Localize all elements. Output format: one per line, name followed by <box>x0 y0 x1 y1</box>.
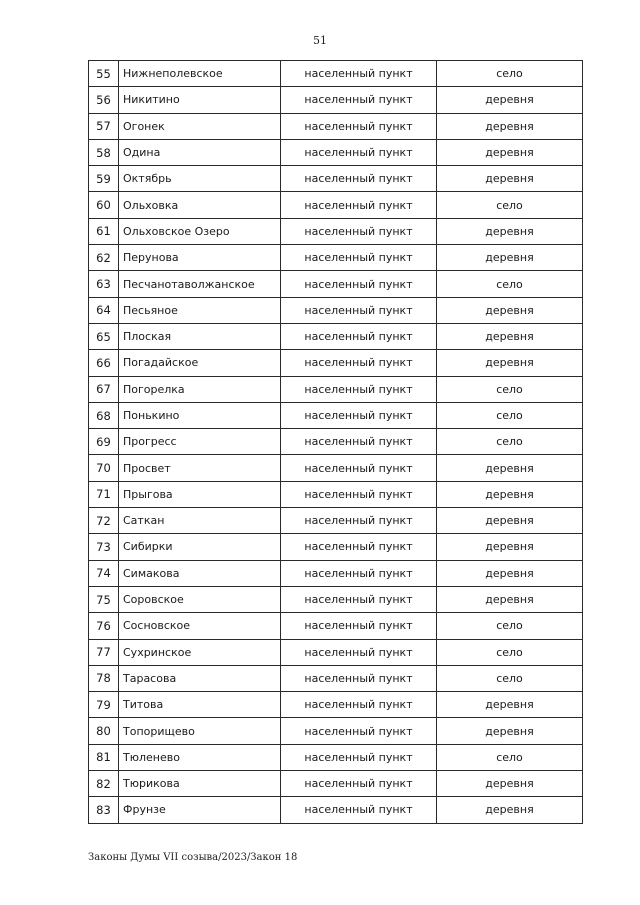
settlement-type: населенный пункт <box>281 586 437 612</box>
settlement-type: населенный пункт <box>281 639 437 665</box>
settlement-type: населенный пункт <box>281 797 437 823</box>
settlement-name: Тарасова <box>119 665 281 691</box>
row-number: 82 <box>89 771 119 797</box>
settlement-kind: деревня <box>437 139 583 165</box>
table-row <box>89 744 583 770</box>
row-number: 70 <box>89 455 119 481</box>
settlement-type: населенный пункт <box>281 771 437 797</box>
settlement-kind: деревня <box>437 297 583 323</box>
table-row <box>89 323 583 349</box>
settlement-type: населенный пункт <box>281 613 437 639</box>
row-number: 67 <box>89 376 119 402</box>
settlement-kind: деревня <box>437 534 583 560</box>
table-row <box>89 560 583 586</box>
settlement-type: населенный пункт <box>281 113 437 139</box>
row-number: 66 <box>89 350 119 376</box>
table-row <box>89 455 583 481</box>
settlement-kind: деревня <box>437 113 583 139</box>
settlement-kind: деревня <box>437 166 583 192</box>
row-number: 75 <box>89 586 119 612</box>
row-number: 56 <box>89 87 119 113</box>
settlement-name: Понькино <box>119 402 281 428</box>
settlement-name: Сухринское <box>119 639 281 665</box>
settlement-name: Никитино <box>119 87 281 113</box>
settlement-type: населенный пункт <box>281 560 437 586</box>
document-footer: Законы Думы VII созыва/2023/Закон 18 <box>88 852 298 863</box>
table-row <box>89 718 583 744</box>
settlement-type: населенный пункт <box>281 402 437 428</box>
settlement-name: Просвет <box>119 455 281 481</box>
table-row <box>89 87 583 113</box>
row-number: 63 <box>89 271 119 297</box>
settlement-type: населенный пункт <box>281 166 437 192</box>
row-number: 58 <box>89 139 119 165</box>
settlement-kind: деревня <box>437 692 583 718</box>
settlement-type: населенный пункт <box>281 218 437 244</box>
settlement-kind: село <box>437 613 583 639</box>
table-row <box>89 218 583 244</box>
settlement-type: населенный пункт <box>281 271 437 297</box>
row-number: 71 <box>89 481 119 507</box>
settlement-name: Одина <box>119 139 281 165</box>
settlement-type: населенный пункт <box>281 718 437 744</box>
row-number: 55 <box>89 61 119 87</box>
settlement-type: населенный пункт <box>281 245 437 271</box>
table-row <box>89 429 583 455</box>
table-row <box>89 245 583 271</box>
row-number: 61 <box>89 218 119 244</box>
row-number: 77 <box>89 639 119 665</box>
settlement-name: Титова <box>119 692 281 718</box>
row-number: 74 <box>89 560 119 586</box>
settlement-name: Погорелка <box>119 376 281 402</box>
settlement-type: населенный пункт <box>281 744 437 770</box>
settlements-table <box>88 60 583 824</box>
settlement-name: Октябрь <box>119 166 281 192</box>
settlement-kind: село <box>437 744 583 770</box>
settlement-name: Песьяное <box>119 297 281 323</box>
settlement-type: населенный пункт <box>281 455 437 481</box>
settlement-type: населенный пункт <box>281 692 437 718</box>
row-number: 69 <box>89 429 119 455</box>
settlement-name: Фрунзе <box>119 797 281 823</box>
table-row <box>89 481 583 507</box>
settlement-type: населенный пункт <box>281 87 437 113</box>
row-number: 62 <box>89 245 119 271</box>
page-number: 51 <box>313 34 327 47</box>
row-number: 78 <box>89 665 119 691</box>
settlement-kind: деревня <box>437 481 583 507</box>
settlement-name: Тюрикова <box>119 771 281 797</box>
table-row <box>89 166 583 192</box>
settlement-kind: село <box>437 192 583 218</box>
settlement-kind: деревня <box>437 560 583 586</box>
settlement-type: населенный пункт <box>281 534 437 560</box>
settlement-name: Прыгова <box>119 481 281 507</box>
settlement-name: Соровское <box>119 586 281 612</box>
settlement-type: населенный пункт <box>281 139 437 165</box>
table-row <box>89 692 583 718</box>
settlement-name: Саткан <box>119 508 281 534</box>
settlement-kind: деревня <box>437 323 583 349</box>
table-row <box>89 113 583 139</box>
settlement-kind: село <box>437 665 583 691</box>
table-row <box>89 771 583 797</box>
row-number: 83 <box>89 797 119 823</box>
settlement-type: населенный пункт <box>281 350 437 376</box>
settlement-name: Погадайское <box>119 350 281 376</box>
settlement-type: населенный пункт <box>281 665 437 691</box>
table-row <box>89 61 583 87</box>
table-body <box>89 61 583 824</box>
table-row <box>89 586 583 612</box>
settlement-name: Сосновское <box>119 613 281 639</box>
table-row <box>89 613 583 639</box>
table-row <box>89 402 583 428</box>
row-number: 59 <box>89 166 119 192</box>
settlement-kind: село <box>437 61 583 87</box>
settlement-name: Плоская <box>119 323 281 349</box>
settlement-kind: деревня <box>437 508 583 534</box>
settlement-kind: село <box>437 271 583 297</box>
table-row <box>89 797 583 823</box>
table-row <box>89 665 583 691</box>
table-row <box>89 192 583 218</box>
settlement-type: населенный пункт <box>281 61 437 87</box>
settlement-kind: деревня <box>437 771 583 797</box>
settlement-name: Сибирки <box>119 534 281 560</box>
settlement-type: населенный пункт <box>281 323 437 349</box>
settlement-name: Топорищево <box>119 718 281 744</box>
row-number: 60 <box>89 192 119 218</box>
settlement-kind: село <box>437 429 583 455</box>
settlement-type: населенный пункт <box>281 429 437 455</box>
settlement-kind: село <box>437 639 583 665</box>
table-row <box>89 271 583 297</box>
settlement-kind: деревня <box>437 87 583 113</box>
settlement-kind: деревня <box>437 218 583 244</box>
settlement-kind: деревня <box>437 455 583 481</box>
settlement-name: Нижнеполевское <box>119 61 281 87</box>
settlement-type: населенный пункт <box>281 376 437 402</box>
row-number: 72 <box>89 508 119 534</box>
settlement-kind: деревня <box>437 586 583 612</box>
settlement-kind: деревня <box>437 797 583 823</box>
table-row <box>89 639 583 665</box>
row-number: 73 <box>89 534 119 560</box>
row-number: 57 <box>89 113 119 139</box>
table-row <box>89 376 583 402</box>
settlement-type: населенный пункт <box>281 192 437 218</box>
table-row <box>89 139 583 165</box>
settlement-kind: деревня <box>437 245 583 271</box>
settlement-kind: село <box>437 376 583 402</box>
settlement-name: Прогресс <box>119 429 281 455</box>
row-number: 68 <box>89 402 119 428</box>
table-row <box>89 508 583 534</box>
row-number: 79 <box>89 692 119 718</box>
settlement-name: Огонек <box>119 113 281 139</box>
settlement-name: Песчанотаволжанское <box>119 271 281 297</box>
settlement-kind: деревня <box>437 718 583 744</box>
row-number: 76 <box>89 613 119 639</box>
settlement-name: Ольховка <box>119 192 281 218</box>
row-number: 80 <box>89 718 119 744</box>
settlement-name: Симакова <box>119 560 281 586</box>
row-number: 81 <box>89 744 119 770</box>
settlement-type: населенный пункт <box>281 297 437 323</box>
settlement-name: Перунова <box>119 245 281 271</box>
row-number: 65 <box>89 323 119 349</box>
table-row <box>89 534 583 560</box>
table-row <box>89 350 583 376</box>
settlement-kind: деревня <box>437 350 583 376</box>
settlement-kind: село <box>437 402 583 428</box>
table-row <box>89 297 583 323</box>
settlement-type: населенный пункт <box>281 508 437 534</box>
settlement-name: Ольховское Озеро <box>119 218 281 244</box>
settlement-name: Тюленево <box>119 744 281 770</box>
settlement-type: населенный пункт <box>281 481 437 507</box>
row-number: 64 <box>89 297 119 323</box>
